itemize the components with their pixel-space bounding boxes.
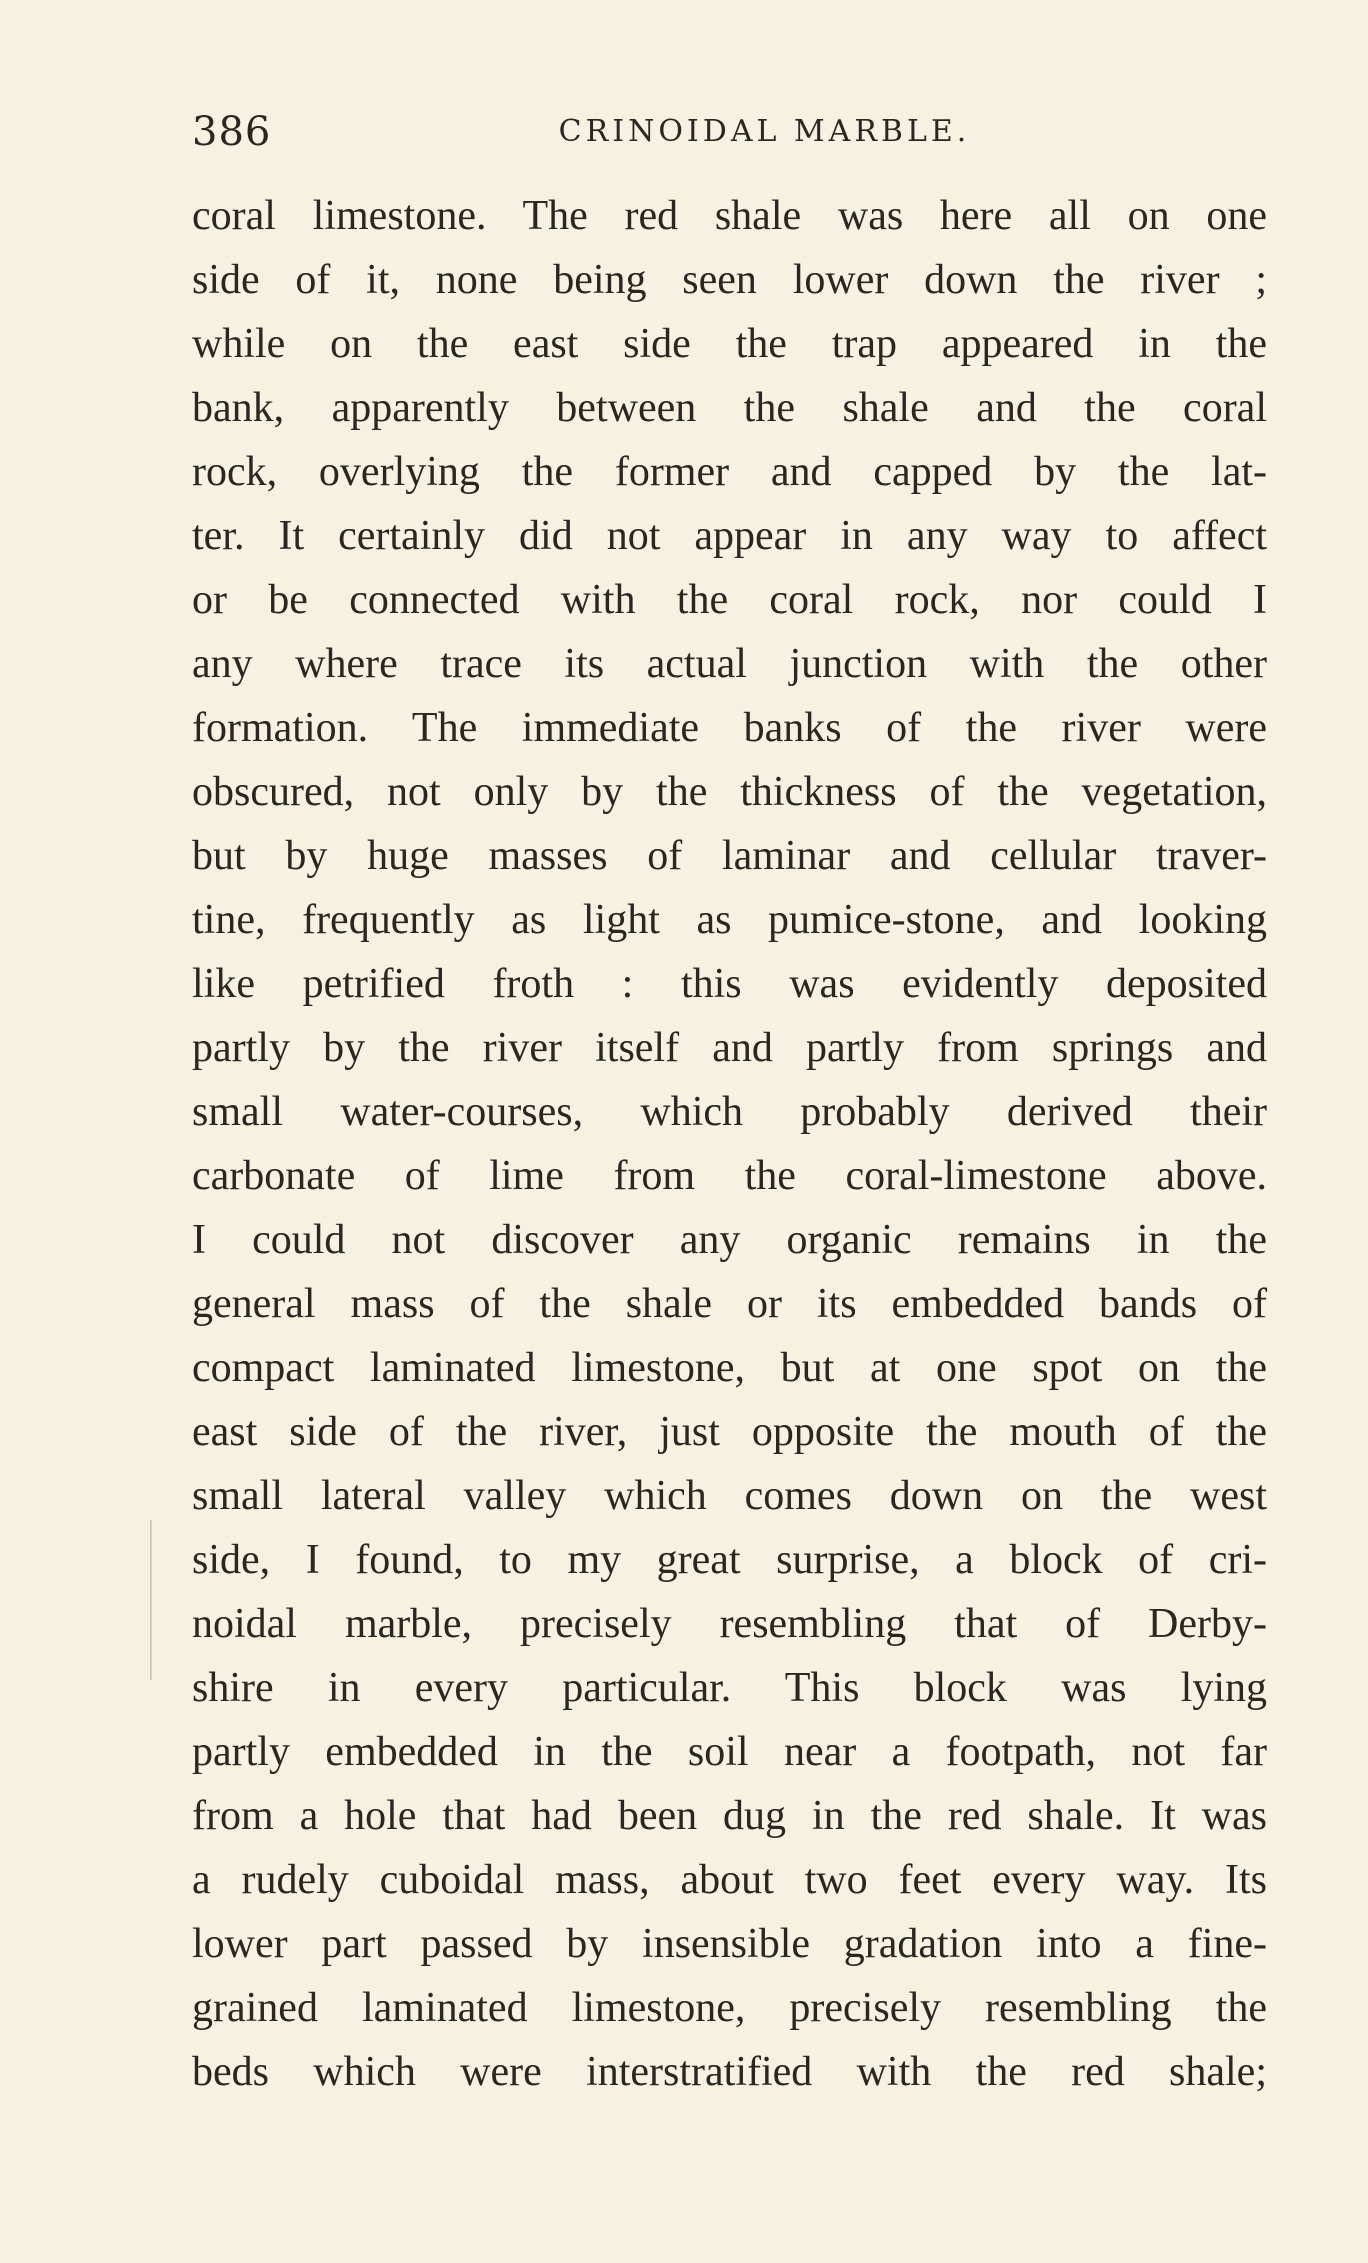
page-number: 386 — [192, 109, 272, 155]
text-line: while on the east side the trap appeared in the — [192, 321, 1267, 367]
text-line: bank, apparently between the shale and the coral — [192, 385, 1267, 431]
text-line: lower part passed by insensible gradation into a fine- — [192, 1921, 1267, 1967]
text-line: rock, overlying the former and capped by the lat- — [192, 449, 1267, 495]
text-line: partly by the river itself and partly from springs and — [192, 1025, 1267, 1071]
text-line: small water-courses, which probably derived their — [192, 1089, 1267, 1135]
text-line: noidal marble, precisely resembling that of Derby- — [192, 1601, 1267, 1647]
margin-mark — [150, 1520, 152, 1680]
text-line: shire in every particular. This block was lying — [192, 1665, 1267, 1711]
text-line: or be connected with the coral rock, nor could I — [192, 577, 1267, 623]
text-line: obscured, not only by the thickness of the vegetation, — [192, 769, 1267, 815]
text-line: side, I found, to my great surprise, a block of cri- — [192, 1537, 1267, 1583]
text-line: any where trace its actual junction with the other — [192, 641, 1267, 687]
text-line: partly embedded in the soil near a footpath, not far — [192, 1729, 1267, 1775]
text-line: grained laminated limestone, precisely resembling the — [192, 1985, 1267, 2031]
text-line: compact laminated limestone, but at one spot on the — [192, 1345, 1267, 1391]
text-line: carbonate of lime from the coral-limestone above. — [192, 1153, 1267, 1199]
text-line: like petrified froth : this was evidently deposited — [192, 961, 1267, 1007]
text-line: but by huge masses of laminar and cellular traver- — [192, 833, 1267, 879]
text-line: formation. The immediate banks of the river were — [192, 705, 1267, 751]
page-header — [192, 102, 1267, 162]
text-line: tine, frequently as light as pumice-stone, and looking — [192, 897, 1267, 943]
text-line: general mass of the shale or its embedded bands of — [192, 1281, 1267, 1327]
text-line: east side of the river, just opposite the mouth of the — [192, 1409, 1267, 1455]
text-line: coral limestone. The red shale was here all on one — [192, 193, 1267, 239]
text-line: beds which were interstratified with the red shale; — [192, 2049, 1267, 2095]
body-text — [192, 184, 1267, 2104]
text-line: side of it, none being seen lower down the river ; — [192, 257, 1267, 303]
text-line: a rudely cuboidal mass, about two feet every way. Its — [192, 1857, 1267, 1903]
running-head: CRINOIDAL MARBLE. — [558, 114, 971, 149]
text-line: ter. It certainly did not appear in any way to affect — [192, 513, 1267, 559]
text-line: from a hole that had been dug in the red shale. It was — [192, 1793, 1267, 1839]
text-line: small lateral valley which comes down on the west — [192, 1473, 1267, 1519]
text-line: I could not discover any organic remains in the — [192, 1217, 1267, 1263]
